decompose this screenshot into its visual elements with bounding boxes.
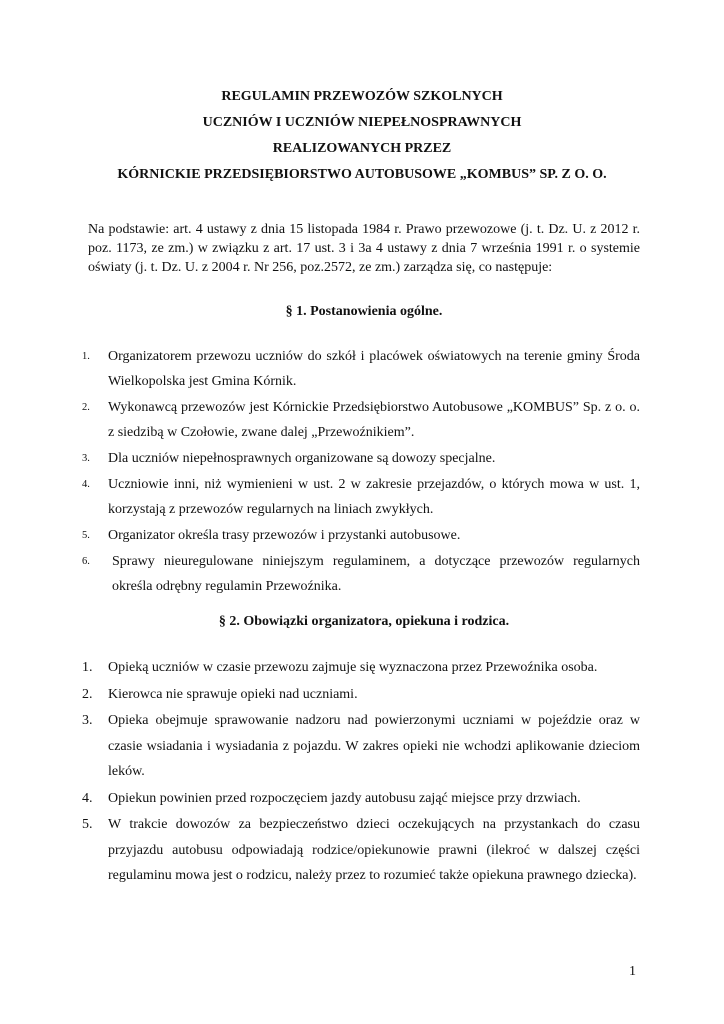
page-number: 1 [629,964,636,979]
title-line: REGULAMIN PRZEWOZÓW SZKOLNYCH [221,89,503,104]
section-2-heading: § 2. Obowiązki organizatora, opiekuna i rodzica. [218,614,510,629]
list-text: Dla uczniów niepełnosprawnych organizowane są dowozy specjalne. [108,451,496,466]
list-number: 5. [82,530,90,541]
list-text: Kierowca nie sprawuje opieki nad uczniami. [108,686,358,702]
intro-paragraph: Na podstawie: art. 4 ustawy z dnia 15 listopada 1984 r. Prawo przewozowe (j. t. Dz. U. z 2012 r. poz. 1173, ze zm.) w związku z art. 17 ust. 3 i 3a 4 ustawy z dnia 7 września 1991 r. o systemie oświaty (j. t. Dz. U. z 2004 r. Nr 256, poz.2572, ze zm.) zarządza się, co następuje: [88,222,640,275]
title-line: UCZNIÓW I UCZNIÓW NIEPEŁNOSPRAWNYCH [202,115,522,130]
section-1-list [82,344,640,600]
list-text: W trakcie dowozów za bezpieczeństwo dzieci oczekujących na przystankach do czasu przyjazdu autobusu odpowiadają rodzice/opiekunowie prawni (ilekroć w dalszej części regulaminu mowa jest o rodzicu, należy przez to rozumieć także opiekuna prawnego dziecka). [108,817,640,883]
list-item [82,446,640,471]
list-text: Opieką uczniów w czasie przewozu zajmuje się wyznaczona przez Przewoźnika osoba. [108,660,598,675]
list-number: 1. [82,660,93,675]
list-number: 2. [82,686,93,702]
list-text: Organizatorem przewozu uczniów do szkół i placówek oświatowych na terenie gminy Środa Wielkopolska jest Gmina Kórnik. [108,349,640,389]
list-number: 2. [82,402,90,413]
list-item [82,682,640,708]
section-1-heading: § 1. Postanowienia ogólne. [285,304,443,319]
list-item [82,523,640,548]
list-item [82,708,640,785]
list-item [82,812,640,889]
list-text: Wykonawcą przewozów jest Kórnickie Przedsiębiorstwo Autobusowe „KOMBUS” Sp. z o. o. z siedzibą w Czołowie, zwane dalej „Przewoźnikiem”. [108,400,640,440]
list-number: 5. [82,817,93,832]
list-item [82,395,640,445]
title-line: KÓRNICKIE PRZEDSIĘBIORSTWO AUTOBUSOWE „KOMBUS” SP. Z O. O. [117,167,607,182]
list-number: 3. [82,453,90,464]
list-item [82,344,640,394]
list-text: Organizator określa trasy przewozów i przystanki autobusowe. [108,528,461,543]
list-text: Uczniowie inni, niż wymienieni w ust. 2 w zakresie przejazdów, o których mowa w ust. 1, korzystają z przewozów regularnych na liniach zwykłych. [108,477,640,517]
list-number: 4. [82,790,93,806]
list-item [82,655,640,681]
title-line: REALIZOWANYCH PRZEZ [272,141,452,156]
list-number: 1. [82,351,90,362]
list-item [82,472,640,522]
list-text: Sprawy nieuregulowane niniejszym regulaminem, a dotyczące przewozów regularnych określa odrębny regulamin Przewoźnika. [112,554,640,594]
section-2-list [82,655,640,890]
list-item [82,786,640,812]
list-item [82,549,640,599]
list-number: 3. [82,713,93,728]
list-text: Opiekun powinien przed rozpoczęciem jazdy autobusu zająć miejsce przy drzwiach. [108,790,581,806]
list-text: Opieka obejmuje sprawowanie nadzoru nad powierzonymi uczniami w pojeździe oraz w czasie wsiadania i wysiadania z pojazdu. W zakres opieki nie wchodzi aplikowanie dzieciom leków. [108,713,640,779]
list-number: 4. [82,479,90,490]
list-number: 6. [82,556,90,567]
document-title [60,84,664,188]
